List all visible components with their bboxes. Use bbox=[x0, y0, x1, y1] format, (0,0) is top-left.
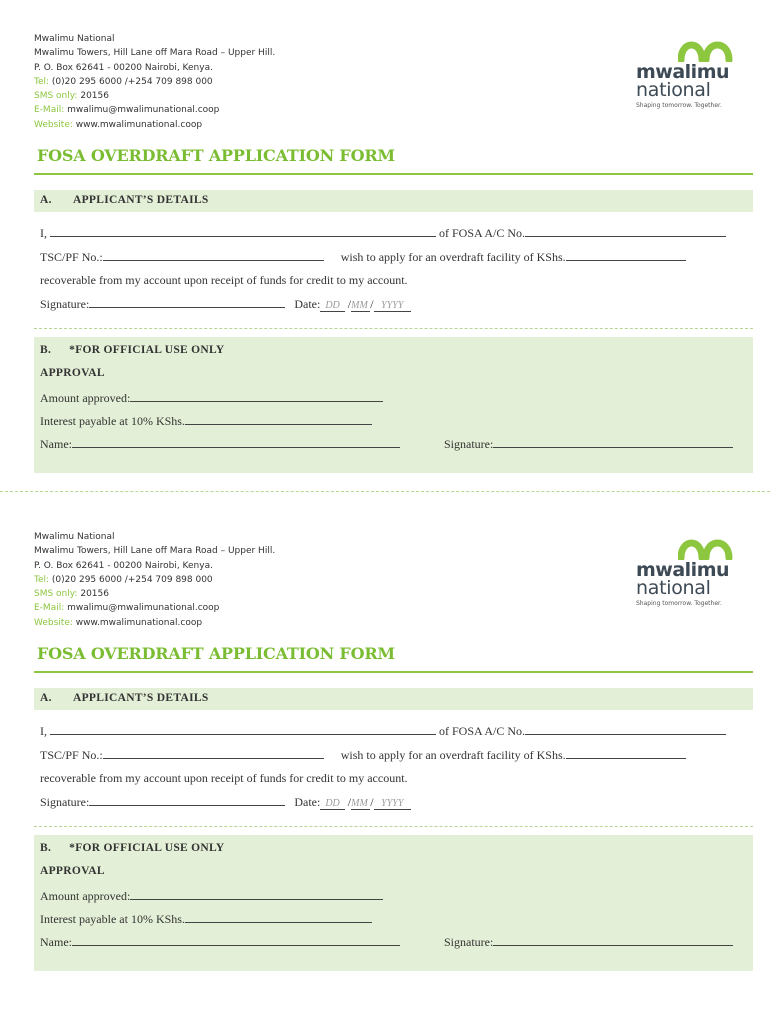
email-label: E-Mail: bbox=[34, 603, 65, 614]
signature-label: Signature: bbox=[40, 297, 90, 311]
section-a-letter: A. bbox=[40, 692, 52, 704]
interest-row bbox=[40, 414, 372, 429]
section-b-panel bbox=[34, 835, 753, 971]
official-signature-field[interactable] bbox=[493, 437, 733, 448]
org-sms bbox=[34, 587, 275, 601]
tsc-row bbox=[40, 250, 686, 265]
tsc-row bbox=[40, 748, 686, 763]
amount-label: Amount approved: bbox=[40, 391, 131, 405]
website-label: Website: bbox=[34, 119, 73, 130]
section-a-header bbox=[34, 190, 753, 212]
cut-line bbox=[0, 491, 770, 492]
org-website bbox=[34, 118, 275, 132]
logo-word-national: national bbox=[636, 79, 711, 101]
org-contact-block bbox=[34, 32, 275, 132]
date-label: Date: bbox=[294, 795, 321, 809]
amount-approved-field[interactable] bbox=[130, 889, 383, 900]
recoverable-text: recoverable from my account upon receipt of funds for credit to my account. bbox=[40, 273, 408, 287]
date-yyyy-field[interactable]: YYYY bbox=[374, 798, 411, 810]
signature-label: Signature: bbox=[40, 795, 90, 809]
website-value: www.mwalimunational.coop bbox=[75, 617, 203, 628]
applicant-name-field[interactable] bbox=[50, 724, 436, 735]
org-email bbox=[34, 103, 275, 117]
org-address-line1: Mwalimu Towers, Hill Lane off Mara Road – Upper Hill. bbox=[34, 546, 276, 557]
interest-field[interactable] bbox=[185, 912, 372, 923]
logo-arches-icon bbox=[678, 532, 734, 560]
section-divider bbox=[34, 328, 753, 329]
logo-tagline: Shaping tomorrow. Together. bbox=[636, 102, 722, 109]
section-a-title: APPLICANT’S DETAILS bbox=[73, 194, 209, 206]
section-a-header bbox=[34, 688, 753, 710]
email-label: E-Mail: bbox=[34, 105, 65, 116]
date-yyyy-field[interactable]: YYYY bbox=[374, 300, 411, 312]
tel-value: (0)20 295 6000 /+254 709 898 000 bbox=[51, 76, 213, 87]
logo-word-national: national bbox=[636, 577, 711, 599]
date-mm-field[interactable]: MM bbox=[351, 300, 370, 312]
logo-arches-icon bbox=[678, 34, 734, 62]
date-dd-field[interactable]: DD bbox=[320, 798, 344, 810]
i-label: I, bbox=[40, 226, 47, 240]
sms-label: SMS only: bbox=[34, 589, 78, 600]
name-label: Name: bbox=[40, 935, 72, 949]
tel-label: Tel: bbox=[34, 574, 50, 585]
interest-row bbox=[40, 912, 372, 927]
org-email bbox=[34, 601, 275, 615]
interest-field[interactable] bbox=[185, 414, 372, 425]
date-mm-field[interactable]: MM bbox=[351, 798, 370, 810]
org-contact-block bbox=[34, 530, 275, 630]
sms-value: 20156 bbox=[80, 91, 109, 102]
official-name-field[interactable] bbox=[72, 437, 400, 448]
date-dd-field[interactable]: DD bbox=[320, 300, 344, 312]
overdraft-amount-field[interactable] bbox=[566, 250, 686, 261]
apply-label: wish to apply for an overdraft facility of KShs. bbox=[340, 748, 566, 762]
date-label: Date: bbox=[294, 297, 321, 311]
amount-row bbox=[40, 889, 383, 904]
email-value: mwalimu@mwalimunational.coop bbox=[67, 105, 220, 116]
approval-label: APPROVAL bbox=[40, 865, 105, 877]
applicant-name-row bbox=[40, 226, 726, 241]
interest-label: Interest payable at 10% KShs. bbox=[40, 414, 185, 428]
tsc-label: TSC/PF No.: bbox=[40, 250, 103, 264]
section-a-title: APPLICANT’S DETAILS bbox=[73, 692, 209, 704]
account-number-field[interactable] bbox=[525, 724, 726, 735]
amount-row bbox=[40, 391, 383, 406]
official-signature-field[interactable] bbox=[493, 935, 733, 946]
org-name: Mwalimu National bbox=[34, 532, 115, 542]
name-row bbox=[40, 935, 400, 950]
form-title: FOSA OVERDRAFT APPLICATION FORM bbox=[37, 146, 395, 165]
sms-label: SMS only: bbox=[34, 91, 78, 102]
logo-tagline: Shaping tomorrow. Together. bbox=[636, 600, 722, 607]
tel-label: Tel: bbox=[34, 76, 50, 87]
sms-value: 20156 bbox=[80, 589, 109, 600]
org-address-line2: P. O. Box 62641 - 00200 Nairobi, Kenya. bbox=[34, 62, 213, 73]
apply-label: wish to apply for an overdraft facility of KShs. bbox=[340, 250, 566, 264]
overdraft-form-2 bbox=[0, 498, 770, 996]
account-label: of FOSA A/C No. bbox=[439, 724, 526, 738]
b-signature-label: Signature: bbox=[444, 437, 494, 451]
official-signature-row bbox=[444, 437, 733, 452]
org-address-line2: P. O. Box 62641 - 00200 Nairobi, Kenya. bbox=[34, 560, 213, 571]
org-address-line1: Mwalimu Towers, Hill Lane off Mara Road – Upper Hill. bbox=[34, 48, 276, 59]
website-label: Website: bbox=[34, 617, 73, 628]
website-value: www.mwalimunational.coop bbox=[75, 119, 203, 130]
applicant-name-row bbox=[40, 724, 726, 739]
title-rule bbox=[34, 671, 753, 673]
official-signature-row bbox=[444, 935, 733, 950]
account-label: of FOSA A/C No. bbox=[439, 226, 526, 240]
i-label: I, bbox=[40, 724, 47, 738]
tsc-field[interactable] bbox=[103, 250, 324, 261]
org-tel bbox=[34, 75, 275, 89]
name-label: Name: bbox=[40, 437, 72, 451]
logo-word-mwalimu: mwalimu bbox=[636, 559, 730, 581]
overdraft-form-1 bbox=[0, 0, 770, 498]
org-tel bbox=[34, 573, 275, 587]
mwalimu-logo bbox=[636, 34, 741, 114]
email-value: mwalimu@mwalimunational.coop bbox=[67, 603, 220, 614]
amount-approved-field[interactable] bbox=[130, 391, 383, 402]
org-sms bbox=[34, 89, 275, 103]
tsc-label: TSC/PF No.: bbox=[40, 748, 103, 762]
account-number-field[interactable] bbox=[525, 226, 726, 237]
signature-field[interactable] bbox=[89, 795, 285, 806]
section-a-letter: A. bbox=[40, 194, 52, 206]
b-signature-label: Signature: bbox=[444, 935, 494, 949]
applicant-name-field[interactable] bbox=[50, 226, 436, 237]
approval-label: APPROVAL bbox=[40, 367, 105, 379]
section-b-heading: B. *FOR OFFICIAL USE ONLY bbox=[40, 344, 225, 356]
amount-label: Amount approved: bbox=[40, 889, 131, 903]
form-title: FOSA OVERDRAFT APPLICATION FORM bbox=[37, 644, 395, 663]
logo-word-mwalimu: mwalimu bbox=[636, 61, 730, 83]
tsc-field[interactable] bbox=[103, 748, 324, 759]
signature-date-row: Signature: Date: DD /MM / YYYY bbox=[40, 795, 411, 810]
title-rule bbox=[34, 173, 753, 175]
signature-date-row: Signature: Date: DD /MM / YYYY bbox=[40, 297, 411, 312]
official-name-field[interactable] bbox=[72, 935, 400, 946]
overdraft-amount-field[interactable] bbox=[566, 748, 686, 759]
section-b-panel bbox=[34, 337, 753, 473]
org-website bbox=[34, 616, 275, 630]
section-divider bbox=[34, 826, 753, 827]
org-name: Mwalimu National bbox=[34, 34, 115, 44]
name-row bbox=[40, 437, 400, 452]
signature-field[interactable] bbox=[89, 297, 285, 308]
recoverable-text: recoverable from my account upon receipt of funds for credit to my account. bbox=[40, 771, 408, 785]
interest-label: Interest payable at 10% KShs. bbox=[40, 912, 185, 926]
section-b-heading: B. *FOR OFFICIAL USE ONLY bbox=[40, 842, 225, 854]
mwalimu-logo bbox=[636, 532, 741, 612]
tel-value: (0)20 295 6000 /+254 709 898 000 bbox=[51, 574, 213, 585]
